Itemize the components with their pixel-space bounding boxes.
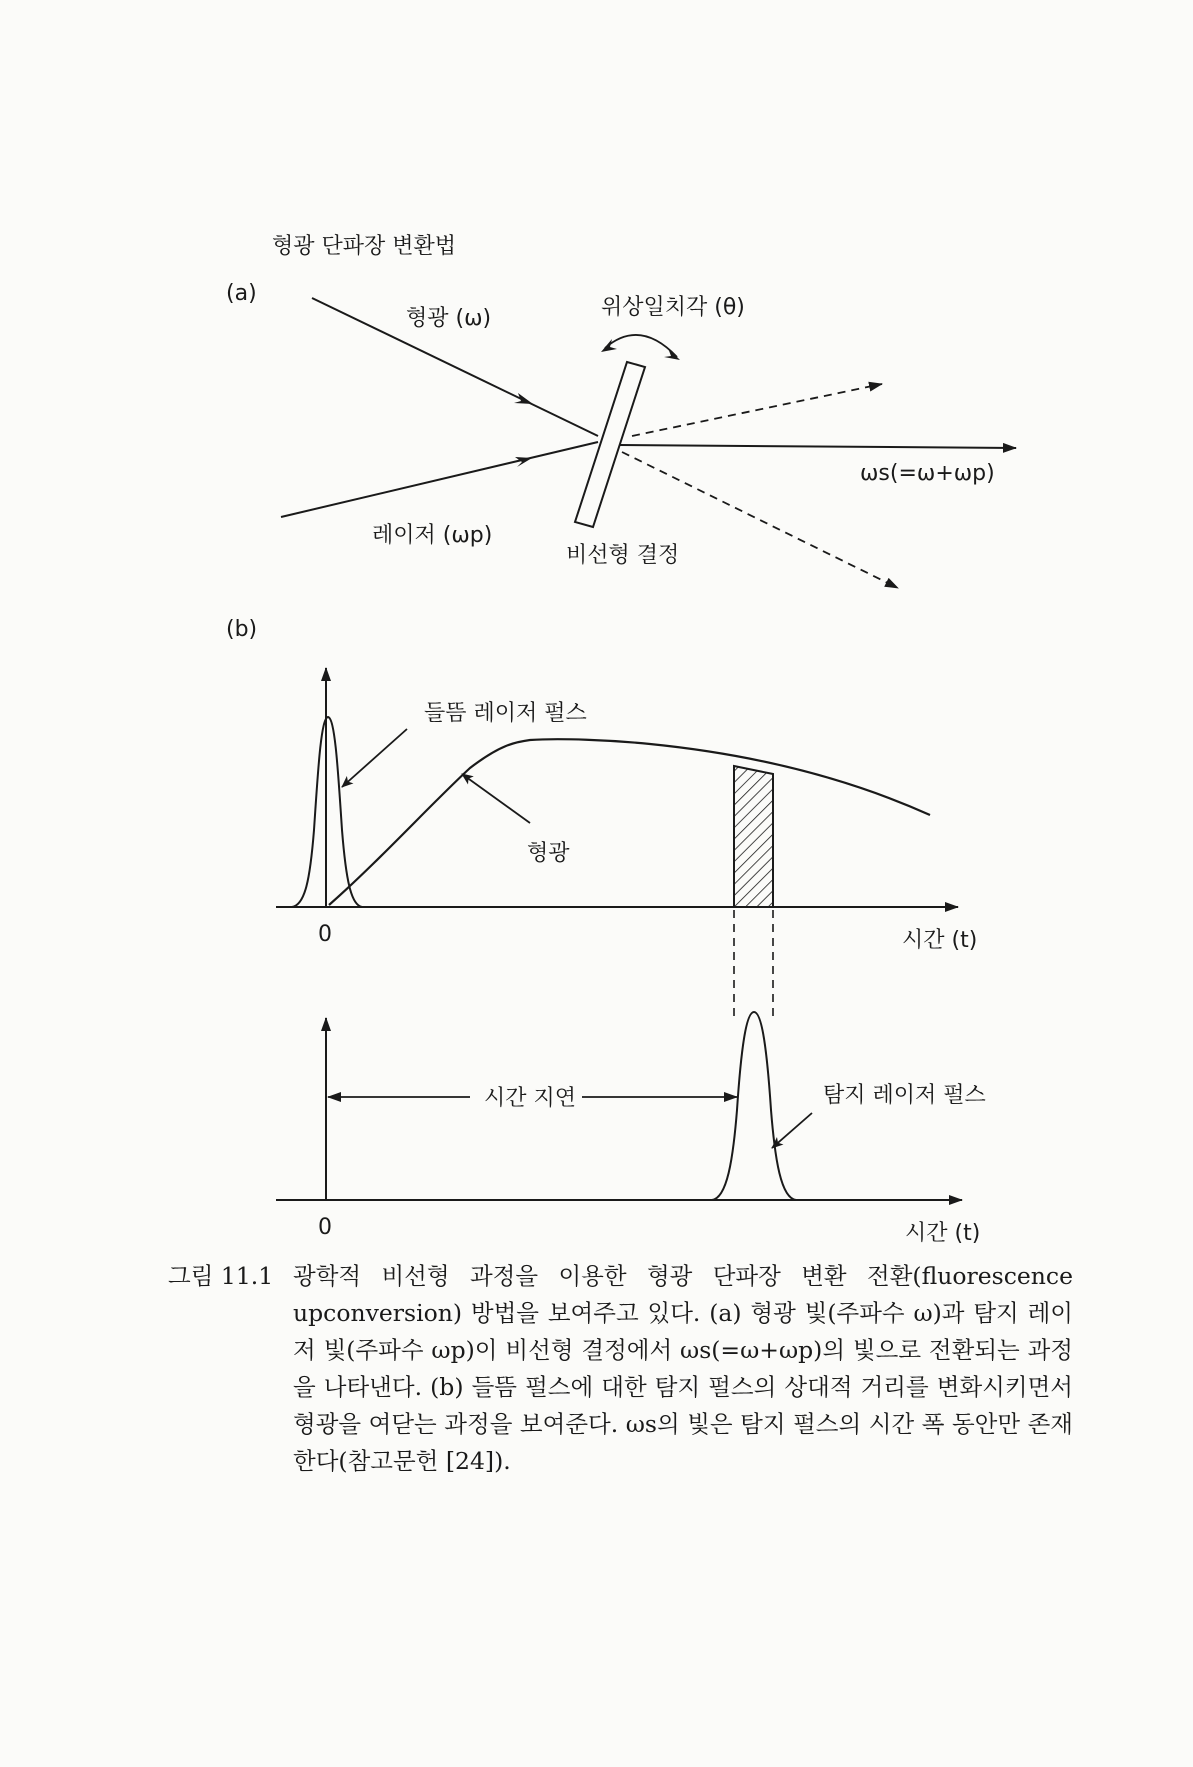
output-beam-label: ωs(=ω+ωp) — [860, 461, 995, 486]
phase-angle-label: 위상일치각 (θ) — [601, 295, 745, 320]
phase-angle-arrowhead-right — [664, 348, 680, 360]
upper-x-axis-label: 시간 (t) — [902, 928, 978, 953]
fluorescence-pointer — [462, 774, 530, 823]
figure-title: 형광 단파장 변환법 — [272, 234, 457, 259]
probe-pulse-label: 탐지 레이저 펄스 — [823, 1083, 986, 1108]
lower-origin-label: 0 — [318, 1215, 332, 1240]
upper-origin-label: 0 — [318, 922, 332, 947]
fluorescence-label: 형광 — [527, 841, 570, 866]
gate-pulse-pointer — [342, 729, 407, 787]
laser-beam-label: 레이저 (ωp) — [372, 523, 493, 548]
fluorescence-curve — [329, 739, 930, 905]
panel-b-label: (b) — [226, 617, 258, 642]
caption-label: 그림 11.1 — [168, 1262, 274, 1290]
panel-a-label: (a) — [226, 281, 257, 306]
fluorescence-beam-label: 형광 (ω) — [406, 306, 492, 331]
transmitted-beam-upper — [632, 384, 882, 436]
probe-pulse-curve — [712, 1012, 796, 1200]
probe-pulse-pointer — [772, 1113, 812, 1148]
crystal-label: 비선형 결정 — [566, 543, 680, 568]
laser-beam — [281, 442, 598, 517]
gate-pulse-label: 들뜸 레이저 펄스 — [424, 701, 587, 726]
sampling-window — [734, 766, 773, 907]
output-beam — [620, 445, 1016, 448]
lower-x-axis-label: 시간 (t) — [905, 1221, 981, 1246]
caption-text: 광학적 비선형 과정을 이용한 형광 단파장 변환 전환(fluorescence upconversion) 방법을 보여주고 있다. (a) 형광 빛(주파수 ω)과 탐지 레이저 빛(주파수 ωp)이 비선형 결정에서 ωs(=ω+ωp)의 빛으로 전환되는 과정을 나타낸다. (b) 들뜸 펄스에 대한 탐지 펄스의 상대적 거리를 변화시키면서 형광을 여닫는 과정을 보여준다. ωs의 빛은 탐지 펄스의 시간 폭 동안만 존재한다(참고문헌 [24]). — [293, 1262, 1073, 1475]
time-delay-label: 시간 지연 — [484, 1086, 577, 1111]
phase-angle-arrow — [605, 335, 677, 357]
fluorescence-beam-arrowhead — [514, 393, 533, 404]
figure-caption — [168, 1258, 1073, 1480]
